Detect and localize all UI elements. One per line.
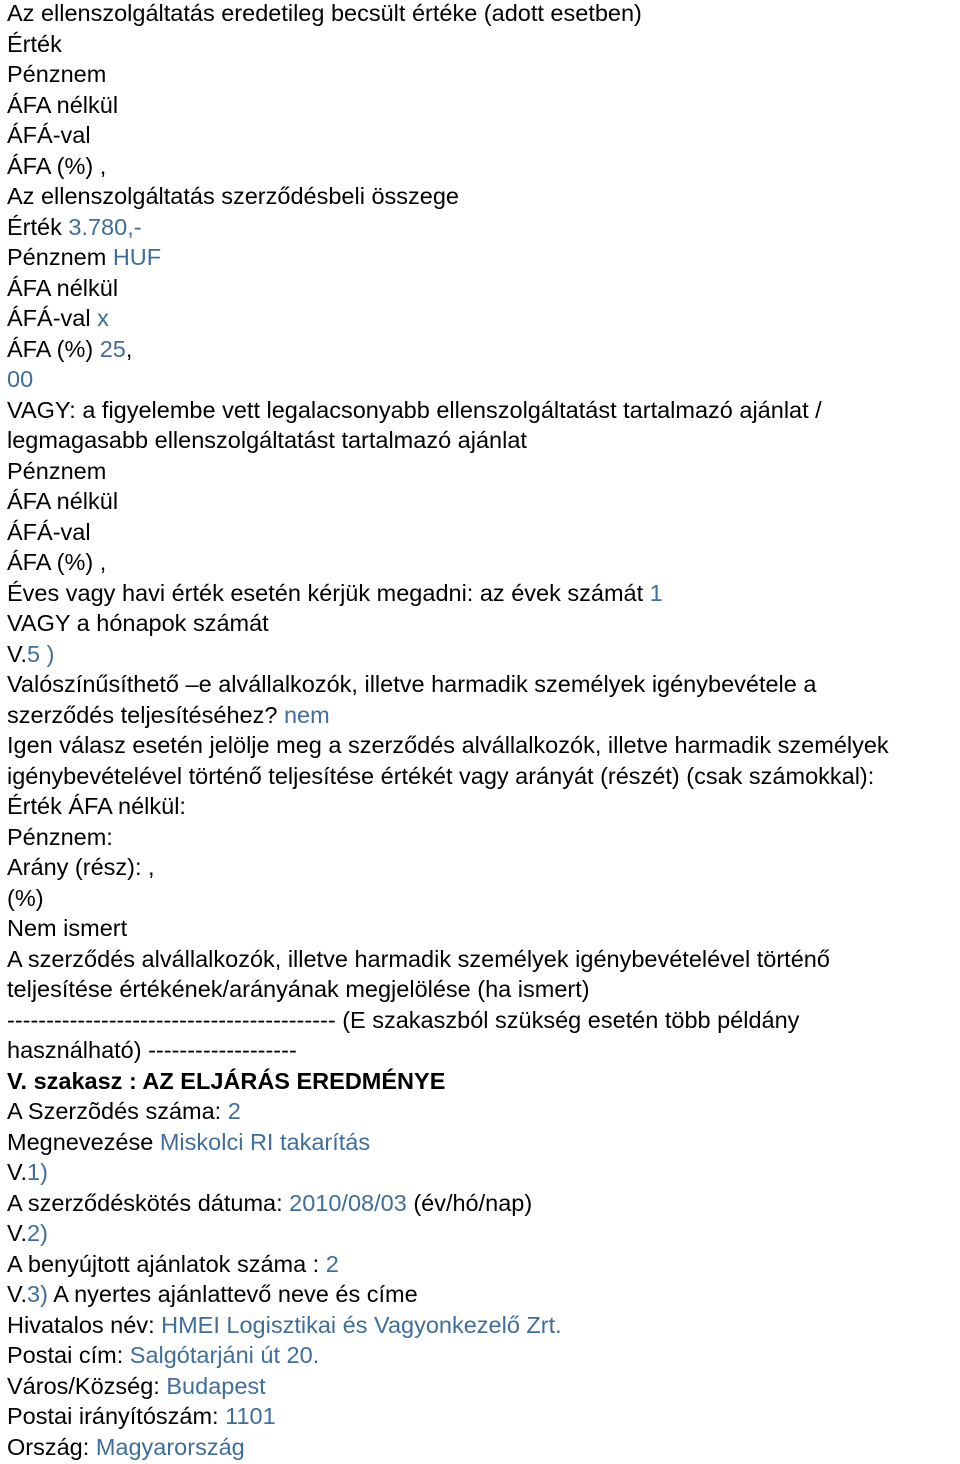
text-line (7, 244, 960, 275)
text-line (7, 488, 960, 519)
line-label: legmagasabb ellenszolgáltatást tartalmazó ajánlat (7, 427, 527, 453)
line-value: Budapest (166, 1372, 266, 1399)
line-label: (%) (7, 884, 44, 911)
text-line (7, 275, 960, 306)
document (7, 0, 960, 1464)
line-value: 5 ) (27, 640, 55, 667)
line-label: Érték (7, 213, 62, 240)
text-line (7, 336, 960, 367)
line-value: 25 (99, 335, 126, 362)
line-label: ÁFÁ-val (7, 518, 91, 545)
line-label: Pénznem (7, 457, 107, 484)
line-value: Miskolci RI takarítás (159, 1128, 371, 1155)
line-label: VAGY a hónapok számát (7, 610, 269, 636)
line-label: ÁFÁ-val (7, 122, 91, 148)
line-label: Arány (rész): , (7, 854, 155, 880)
line-label: ÁFA (%) , (7, 152, 107, 179)
line-value: 1101 (225, 1403, 276, 1429)
line-label: szerződés teljesítéséhez? (7, 701, 278, 728)
line-label: Város/Község: (7, 1372, 160, 1399)
text-line (7, 458, 960, 489)
text-line (7, 549, 960, 580)
line-label: A szerződéskötés dátuma: (7, 1189, 283, 1216)
line-label: Postai irányítószám: (7, 1403, 219, 1429)
text-line (7, 1434, 960, 1464)
line-value: x (97, 305, 109, 331)
line-label: V. (7, 1159, 28, 1185)
text-line (7, 1007, 960, 1038)
line-label: Pénznem (7, 61, 107, 87)
line-value: 3) (27, 1281, 48, 1307)
text-line (7, 885, 960, 916)
text-line (7, 92, 960, 123)
text-line (7, 397, 960, 428)
line-label: A benyújtott ajánlatok száma : (7, 1250, 320, 1277)
text-line (7, 1373, 960, 1404)
text-line (7, 1190, 960, 1221)
text-line (7, 732, 960, 763)
line-label: Érték (7, 30, 62, 57)
line-label: Az ellenszolgáltatás eredetileg becsült értéke (adott esetben) (7, 0, 642, 26)
line-suffix: (év/hó/nap) (413, 1189, 533, 1216)
line-value: HMEI Logisztikai és Vagyonkezelő Zrt. (161, 1311, 562, 1338)
line-value: 2 (325, 1250, 339, 1277)
text-line (7, 793, 960, 824)
text-line (7, 610, 960, 641)
text-line (7, 1159, 960, 1190)
text-line (7, 702, 960, 733)
text-line (7, 671, 960, 702)
line-label: V. (7, 640, 28, 667)
text-line (7, 824, 960, 855)
text-line (7, 946, 960, 977)
text-line (7, 0, 960, 31)
text-line (7, 305, 960, 336)
line-label: V. (7, 1281, 28, 1307)
line-label: Megnevezése (7, 1128, 154, 1155)
line-label: Igen válasz esetén jelölje meg a szerződés alvállalkozók, illetve harmadik személyek (7, 732, 889, 758)
line-value: Salgótarjáni út 20. (129, 1342, 320, 1368)
line-label: ÁFA nélkül (7, 274, 119, 301)
line-label: Az ellenszolgáltatás szerződésbeli összege (7, 183, 459, 209)
text-line (7, 915, 960, 946)
line-label: Nem ismert (7, 915, 128, 941)
text-line (7, 1403, 960, 1434)
line-value: 00 (7, 366, 34, 392)
line-value: 1 (649, 579, 663, 606)
text-line (7, 1342, 960, 1373)
text-line (7, 1281, 960, 1312)
line-label: használható) ------------------- (7, 1037, 297, 1063)
line-label: V. szakasz : AZ ELJÁRÁS EREDMÉNYE (7, 1067, 446, 1094)
line-label: A Szerzõdés száma: (7, 1098, 222, 1124)
text-line (7, 1312, 960, 1343)
text-line (7, 580, 960, 611)
line-label: teljesítése értékének/arányának megjelölése (ha ismert) (7, 976, 590, 1002)
text-line (7, 1098, 960, 1129)
text-line (7, 763, 960, 794)
text-line (7, 641, 960, 672)
text-line (7, 427, 960, 458)
line-value: nem (283, 701, 330, 728)
line-label: Valószínűsíthető –e alvállalkozók, illetve harmadik személyek igénybevétele a (7, 671, 817, 697)
line-label: ÁFA (%) , (7, 549, 107, 575)
line-value: 3.780,- (68, 213, 142, 240)
text-line (7, 214, 960, 245)
text-line (7, 1129, 960, 1160)
line-suffix: A nyertes ajánlattevő neve és címe (53, 1281, 418, 1307)
line-label: Postai cím: (7, 1342, 124, 1368)
line-value: 2) (27, 1220, 48, 1246)
line-suffix: , (125, 335, 133, 362)
line-label: Pénznem: (7, 823, 113, 850)
line-label: Érték ÁFA nélkül: (7, 793, 186, 819)
text-line (7, 122, 960, 153)
line-label: igénybevételével történő teljesítése értékét vagy arányát (részét) (csak számokkal): (7, 762, 875, 789)
line-label: Éves vagy havi érték esetén kérjük megadni: az évek számát (7, 579, 644, 606)
line-label: ÁFA nélkül (7, 91, 119, 118)
line-label: ÁFA (%) (7, 335, 94, 362)
line-label: ÁFA nélkül (7, 488, 119, 514)
text-line (7, 1220, 960, 1251)
text-line (7, 153, 960, 184)
section-heading (7, 1068, 960, 1099)
line-label: ÁFÁ-val (7, 305, 91, 331)
line-label: ------------------------------------------ (E szakaszból szükség esetén több példány (7, 1006, 800, 1033)
line-value: 2010/08/03 (289, 1189, 407, 1216)
text-line (7, 366, 960, 397)
line-value: Magyarország (95, 1433, 245, 1460)
line-value: 1) (27, 1159, 48, 1185)
line-label: A szerződés alvállalkozók, illetve harmadik személyek igénybevételével történő (7, 945, 830, 972)
text-line (7, 61, 960, 92)
text-line (7, 183, 960, 214)
text-line (7, 854, 960, 885)
text-line (7, 1251, 960, 1282)
line-label: VAGY: a figyelembe vett legalacsonyabb ellenszolgáltatást tartalmazó ajánlat / (7, 396, 822, 423)
text-line (7, 976, 960, 1007)
text-line (7, 31, 960, 62)
text-line (7, 1037, 960, 1068)
line-value: HUF (112, 244, 162, 270)
line-label: V. (7, 1220, 28, 1246)
line-label: Pénznem (7, 244, 107, 270)
line-label: Hivatalos név: (7, 1311, 155, 1338)
line-value: 2 (227, 1098, 241, 1124)
line-label: Ország: (7, 1433, 90, 1460)
text-line (7, 519, 960, 550)
